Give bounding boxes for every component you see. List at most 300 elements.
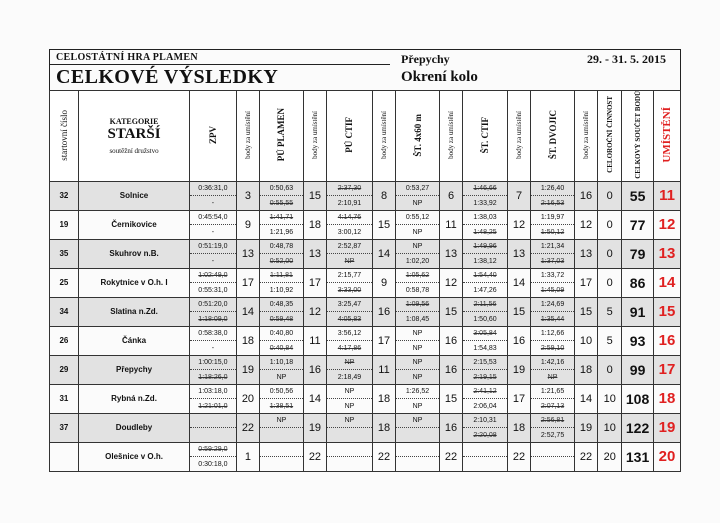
sd-points: 15: [574, 297, 598, 326]
sc-points: 15: [507, 297, 531, 326]
attempt-1: 0:50,63: [260, 182, 302, 197]
attempt-1: 0:36:31,0: [190, 182, 235, 197]
celorocni-points: 0: [598, 268, 622, 297]
attempt-1: 1:21,65: [531, 385, 573, 400]
attempt-2: 2:19,15: [473, 373, 497, 381]
sd-points: 13: [574, 239, 598, 268]
celorocni-points: 10: [598, 413, 622, 442]
col-category: [78, 91, 189, 182]
pu-points: 17: [303, 268, 327, 297]
attempt-1: 0:48,35: [260, 298, 302, 313]
attempt-2: 2:18,49: [337, 373, 362, 381]
attempt-1: 1:02:49,0: [190, 269, 235, 284]
ctif-points: 14: [372, 239, 396, 268]
col-soucet: CELKOVÝ SOUČET BODŮ: [622, 91, 654, 182]
zpv-times: [190, 413, 236, 442]
s4-times: [396, 297, 439, 326]
celorocni-points: 20: [598, 442, 622, 471]
team-name: Rybná n.Zd.: [78, 384, 189, 413]
col-umisteni: UMÍSTĚNÍ: [654, 91, 681, 182]
team-name: Solnice: [78, 181, 189, 210]
sc-times: [463, 326, 507, 355]
placement: 15: [654, 297, 681, 326]
attempt-1: 4:14,76: [327, 211, 371, 226]
attempt-1: 1:24,69: [531, 298, 573, 313]
team-name: Skuhrov n.B.: [78, 239, 189, 268]
zpv-points: 19: [236, 355, 260, 384]
ctif-points: 9: [372, 268, 396, 297]
placement: 12: [654, 210, 681, 239]
start-number: 25: [50, 268, 79, 297]
attempt-1: 1:41,71: [260, 211, 302, 226]
ctif-times: [327, 239, 372, 268]
sd-times: [531, 181, 574, 210]
attempt-1: 2:52,87: [327, 240, 371, 255]
s4-times: [396, 355, 439, 384]
ctif-times: [327, 442, 372, 471]
attempt-2: NP: [412, 373, 423, 381]
attempt-2: 1:08,45: [405, 315, 430, 323]
pu-times: [260, 181, 303, 210]
s4-times: [396, 210, 439, 239]
attempt-2: 0:40,84: [269, 344, 294, 352]
zpv-points: 22: [236, 413, 260, 442]
team-name: Čánka: [78, 326, 189, 355]
attempt-1: NP: [396, 327, 438, 342]
attempt-2: 3:33,00: [337, 286, 362, 294]
zpv-points: 14: [236, 297, 260, 326]
organizer: CELOSTÁTNÍ HRA PLAMEN: [56, 52, 198, 63]
ctif-points: 18: [372, 413, 396, 442]
ctif-times: [327, 268, 372, 297]
attempt-1: 1:03:18,0: [190, 385, 235, 400]
pu-points: 11: [303, 326, 327, 355]
attempt-2: [260, 457, 302, 471]
col-pts-st4x60: body za umístění: [439, 91, 463, 182]
celorocni-points: 0: [598, 239, 622, 268]
attempt-2: 2:20,08: [473, 431, 497, 439]
total-points: 131: [622, 442, 654, 471]
date: 29. - 31. 5. 2015: [587, 52, 666, 66]
pu-times: [260, 210, 303, 239]
pu-times: [260, 297, 303, 326]
placement: 20: [654, 442, 681, 471]
attempt-2: 1:35,44: [540, 315, 565, 323]
attempt-2: 1:10,92: [269, 286, 294, 294]
pu-points: 22: [303, 442, 327, 471]
col-stctif: ŠT. CTIF: [463, 91, 507, 182]
attempt-2: 3:00,12: [337, 228, 362, 236]
attempt-2: 4:05,83: [337, 315, 362, 323]
attempt-2: NP: [412, 402, 423, 410]
sc-times: [463, 239, 507, 268]
place: Přepychy: [401, 52, 450, 66]
attempt-2: 1:47,26: [473, 286, 497, 294]
placement: 17: [654, 355, 681, 384]
attempt-1: 3:25,47: [327, 298, 371, 313]
attempt-2: NP: [547, 373, 558, 381]
s4-points: 15: [439, 384, 463, 413]
table-row: [50, 181, 681, 210]
col-pts-stctif: body za umístění: [507, 91, 531, 182]
attempt-2: 1:54,83: [473, 344, 497, 352]
pu-times: [260, 239, 303, 268]
attempt-2: 1:21,96: [269, 228, 294, 236]
attempt-2: -: [211, 199, 215, 207]
s4-points: 6: [439, 181, 463, 210]
attempt-1: [463, 443, 506, 458]
sd-points: 22: [574, 442, 598, 471]
s4-times: [396, 442, 439, 471]
col-pts-ctif: body za umístění: [372, 91, 396, 182]
start-number: 31: [50, 384, 79, 413]
zpv-points: 9: [236, 210, 260, 239]
attempt-2: 2:10,91: [337, 199, 362, 207]
kat-value: STARŠÍ: [107, 125, 161, 142]
pu-times: [260, 326, 303, 355]
attempt-2: NP: [344, 257, 355, 265]
zpv-times: [190, 442, 236, 471]
sc-times: [463, 181, 507, 210]
attempt-1: 1:33,72: [531, 269, 573, 284]
zpv-times: [190, 355, 236, 384]
table-row: [50, 239, 681, 268]
attempt-1: [327, 443, 371, 458]
attempt-2: -: [211, 228, 215, 236]
table-row: [50, 442, 681, 471]
sc-points: 18: [507, 413, 531, 442]
attempt-2: 4:17,86: [337, 344, 362, 352]
attempt-1: 1:42,16: [531, 356, 573, 371]
sc-times: [463, 297, 507, 326]
attempt-2: [531, 457, 573, 471]
s4-times: [396, 326, 439, 355]
col-ctif: PÚ CTIF: [327, 91, 372, 182]
table-row: [50, 268, 681, 297]
team-name: Rokytnice v O.h. I: [78, 268, 189, 297]
attempt-1: 1:11,81: [260, 269, 302, 284]
zpv-points: 20: [236, 384, 260, 413]
sc-times: [463, 413, 507, 442]
sd-times: [531, 297, 574, 326]
attempt-2: -: [211, 344, 215, 352]
sc-times: [463, 268, 507, 297]
attempt-2: 1:48,25: [473, 228, 497, 236]
placement: 18: [654, 384, 681, 413]
sc-points: 22: [507, 442, 531, 471]
zpv-times: [190, 268, 236, 297]
attempt-2: 2:07,13: [540, 402, 565, 410]
attempt-2: [190, 428, 235, 442]
attempt-2: 0:52,00: [269, 257, 294, 265]
s4-times: [396, 413, 439, 442]
attempt-1: 0:59:29,0: [190, 443, 235, 458]
ctif-times: [327, 181, 372, 210]
sc-times: [463, 210, 507, 239]
attempt-1: [260, 443, 302, 458]
sd-points: 16: [574, 181, 598, 210]
ctif-times: [327, 326, 372, 355]
sheet-header: [49, 49, 681, 90]
pu-times: [260, 413, 303, 442]
pu-points: 14: [303, 384, 327, 413]
sd-points: 19: [574, 413, 598, 442]
attempt-2: 0:58,78: [405, 286, 430, 294]
zpv-times: [190, 384, 236, 413]
sc-points: 19: [507, 355, 531, 384]
col-pu: PÚ PLAMEN: [260, 91, 303, 182]
attempt-1: 1:54,40: [463, 269, 506, 284]
attempt-2: 1:50,60: [473, 315, 497, 323]
results-table: [49, 90, 681, 472]
attempt-1: 3:56,12: [327, 327, 371, 342]
celorocni-points: 0: [598, 355, 622, 384]
attempt-1: 1:26,40: [531, 182, 573, 197]
start-number: 19: [50, 210, 79, 239]
attempt-1: NP: [396, 414, 438, 429]
s4-points: 15: [439, 297, 463, 326]
start-number: 32: [50, 181, 79, 210]
zpv-points: 3: [236, 181, 260, 210]
attempt-1: NP: [327, 414, 371, 429]
team-name: Olešnice v O.h.: [78, 442, 189, 471]
attempt-2: 2:52,75: [540, 431, 565, 439]
pu-times: [260, 355, 303, 384]
attempt-1: 0:48,78: [260, 240, 302, 255]
col-celoroc: CELOROČNÍ ČINNOST: [598, 91, 622, 182]
sd-points: 18: [574, 355, 598, 384]
attempt-2: [463, 457, 506, 471]
attempt-2: 1:38,12: [473, 257, 497, 265]
start-number: [50, 442, 79, 471]
pu-points: 18: [303, 210, 327, 239]
attempt-1: NP: [327, 356, 371, 371]
sd-points: 12: [574, 210, 598, 239]
zpv-times: [190, 181, 236, 210]
attempt-1: [396, 443, 438, 458]
pu-times: [260, 442, 303, 471]
sc-points: 12: [507, 210, 531, 239]
ctif-points: 11: [372, 355, 396, 384]
attempt-1: 1:49,96: [463, 240, 506, 255]
sd-times: [531, 326, 574, 355]
pu-points: 19: [303, 413, 327, 442]
attempt-1: 2:10,31: [463, 414, 506, 429]
col-pts-pu: body za umístění: [303, 91, 327, 182]
col-stdvoj: ŠT. DVOJIC: [531, 91, 574, 182]
attempt-1: [190, 414, 235, 429]
attempt-2: 2:16,53: [540, 199, 565, 207]
sd-times: [531, 210, 574, 239]
s4-points: 16: [439, 326, 463, 355]
pu-points: 16: [303, 355, 327, 384]
attempt-1: 2:56,81: [531, 414, 573, 429]
attempt-2: [260, 428, 302, 442]
attempt-1: NP: [396, 356, 438, 371]
attempt-1: 1:38,03: [463, 211, 506, 226]
s4-times: [396, 239, 439, 268]
col-zpv: ZPV: [190, 91, 236, 182]
s4-times: [396, 384, 439, 413]
attempt-2: 1:45,09: [540, 286, 565, 294]
table-row: [50, 384, 681, 413]
col-start: startovní číslo: [50, 91, 79, 182]
pu-times: [260, 268, 303, 297]
team-name: Doudleby: [78, 413, 189, 442]
s4-points: 13: [439, 239, 463, 268]
attempt-2: 0:59,48: [269, 315, 294, 323]
attempt-2: 1:21:01,0: [198, 402, 228, 410]
col-st4x60: ŠT. 4x60 m: [396, 91, 439, 182]
results-sheet: [49, 49, 681, 468]
ctif-points: 22: [372, 442, 396, 471]
total-points: 122: [622, 413, 654, 442]
s4-points: 12: [439, 268, 463, 297]
attempt-1: 1:00:15,0: [190, 356, 235, 371]
celorocni-points: 0: [598, 181, 622, 210]
placement: 19: [654, 413, 681, 442]
attempt-2: NP: [412, 228, 423, 236]
attempt-1: 0:55,12: [396, 211, 438, 226]
ctif-times: [327, 384, 372, 413]
attempt-2: 1:37,03: [540, 257, 565, 265]
sc-points: 17: [507, 384, 531, 413]
attempt-2: 2:59,10: [540, 344, 565, 352]
attempt-1: [531, 443, 573, 458]
page-title: CELKOVÉ VÝSLEDKY: [56, 66, 279, 88]
sd-times: [531, 268, 574, 297]
attempt-1: NP: [260, 414, 302, 429]
ctif-points: 16: [372, 297, 396, 326]
attempt-1: NP: [327, 385, 371, 400]
attempt-1: 1:12,66: [531, 327, 573, 342]
attempt-2: [327, 457, 371, 471]
col-pts-stdvoj: body za umístění: [574, 91, 598, 182]
total-points: 99: [622, 355, 654, 384]
attempt-2: 0:55:31,0: [198, 286, 228, 294]
attempt-1: 1:05,62: [396, 269, 438, 284]
attempt-1: 1:46,66: [463, 182, 506, 197]
header-divider: [50, 64, 390, 65]
sd-times: [531, 442, 574, 471]
attempt-2: 0:30:18,0: [198, 460, 228, 468]
attempt-1: 1:09,56: [396, 298, 438, 313]
attempt-2: -: [211, 257, 215, 265]
zpv-times: [190, 210, 236, 239]
total-points: 79: [622, 239, 654, 268]
table-row: [50, 326, 681, 355]
sd-points: 10: [574, 326, 598, 355]
attempt-2: 1:50,12: [540, 228, 565, 236]
s4-times: [396, 268, 439, 297]
zpv-points: 13: [236, 239, 260, 268]
ctif-times: [327, 297, 372, 326]
pu-points: 13: [303, 239, 327, 268]
pu-points: 15: [303, 181, 327, 210]
table-row: [50, 297, 681, 326]
total-points: 93: [622, 326, 654, 355]
zpv-times: [190, 239, 236, 268]
table-row: [50, 355, 681, 384]
total-points: 86: [622, 268, 654, 297]
attempt-2: NP: [344, 402, 355, 410]
sc-points: 13: [507, 239, 531, 268]
placement: 11: [654, 181, 681, 210]
start-number: 37: [50, 413, 79, 442]
attempt-2: [396, 457, 438, 471]
zpv-points: 18: [236, 326, 260, 355]
kat-sub: soutěžní družstvo: [109, 146, 159, 155]
zpv-points: 1: [236, 442, 260, 471]
placement: 14: [654, 268, 681, 297]
pu-times: [260, 384, 303, 413]
attempt-2: NP: [412, 199, 423, 207]
sd-points: 17: [574, 268, 598, 297]
attempt-1: 2:15,77: [327, 269, 371, 284]
table-row: [50, 210, 681, 239]
attempt-1: 3:05,84: [463, 327, 506, 342]
sc-times: [463, 384, 507, 413]
celorocni-points: 0: [598, 210, 622, 239]
zpv-times: [190, 297, 236, 326]
attempt-2: NP: [412, 344, 423, 352]
table-row: [50, 413, 681, 442]
team-name: Slatina n.Zd.: [78, 297, 189, 326]
sc-points: 7: [507, 181, 531, 210]
s4-points: 22: [439, 442, 463, 471]
attempt-1: 0:51:19,0: [190, 240, 235, 255]
attempt-2: 1:02,20: [405, 257, 430, 265]
pu-points: 12: [303, 297, 327, 326]
col-pts-zpv: body za umístění: [236, 91, 260, 182]
attempt-2: 1:18:09,0: [198, 315, 228, 323]
team-name: Přepychy: [78, 355, 189, 384]
total-points: 108: [622, 384, 654, 413]
start-number: 29: [50, 355, 79, 384]
sd-times: [531, 239, 574, 268]
attempt-2: NP: [276, 373, 287, 381]
sc-points: 14: [507, 268, 531, 297]
attempt-1: 0:45:54,0: [190, 211, 235, 226]
attempt-2: 2:06,04: [473, 402, 497, 410]
zpv-times: [190, 326, 236, 355]
celorocni-points: 10: [598, 384, 622, 413]
sc-points: 16: [507, 326, 531, 355]
ctif-points: 18: [372, 384, 396, 413]
ctif-times: [327, 210, 372, 239]
attempt-1: 0:50,56: [260, 385, 302, 400]
attempt-2: 1:18:26,0: [198, 373, 228, 381]
team-name: Černikovice: [78, 210, 189, 239]
placement: 13: [654, 239, 681, 268]
ctif-times: [327, 355, 372, 384]
placement: 16: [654, 326, 681, 355]
attempt-1: 1:26,52: [396, 385, 438, 400]
attempt-2: [327, 428, 371, 442]
attempt-1: 1:10,18: [260, 356, 302, 371]
round: Okrení kolo: [401, 69, 478, 85]
attempt-1: 2:15,53: [463, 356, 506, 371]
attempt-1: 0:51:20,0: [190, 298, 235, 313]
attempt-1: NP: [396, 240, 438, 255]
sd-times: [531, 355, 574, 384]
attempt-2: 1:38,51: [269, 402, 294, 410]
attempt-1: 2:41,12: [463, 385, 506, 400]
attempt-1: 0:53,27: [396, 182, 438, 197]
attempt-2: 0:55,55: [269, 199, 294, 207]
zpv-points: 17: [236, 268, 260, 297]
start-number: 35: [50, 239, 79, 268]
